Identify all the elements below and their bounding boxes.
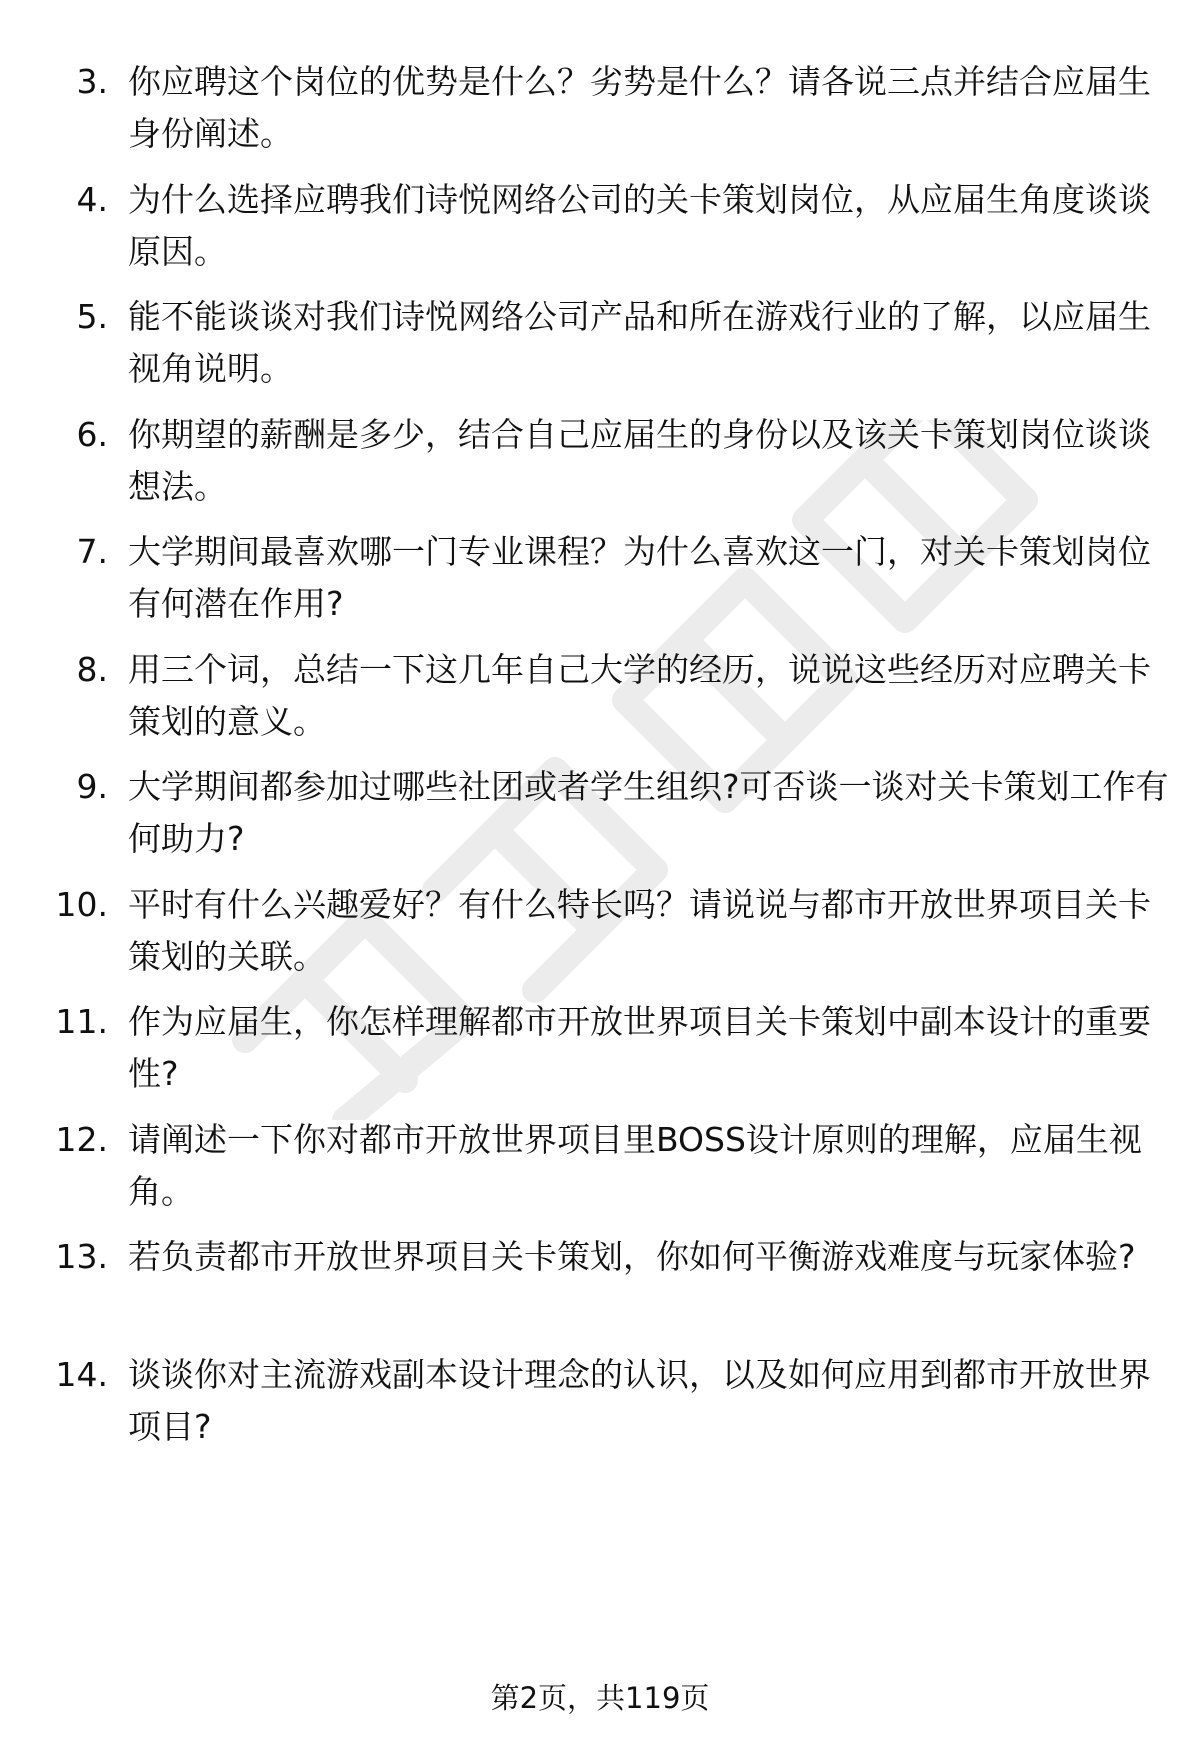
- question-text: 你应聘这个岗位的优势是什么？劣势是什么？请各说三点并结合应届生身份阐述。: [128, 62, 1151, 153]
- question-item: [0, 1114, 1200, 1224]
- question-number: 9.: [76, 767, 108, 806]
- question-text: 大学期间都参加过哪些社团或者学生组织?可否谈一谈对关卡策划工作有何助力?: [128, 767, 1169, 858]
- question-text: 请阐述一下你对都市开放世界项目里BOSS设计原则的理解，应届生视角。: [128, 1120, 1142, 1211]
- question-text: 为什么选择应聘我们诗悦网络公司的关卡策划岗位，从应届生角度谈谈原因。: [128, 180, 1151, 271]
- question-text: 你期望的薪酬是多少，结合自己应届生的身份以及该关卡策划岗位谈谈想法。: [128, 415, 1151, 506]
- question-item: [0, 291, 1200, 401]
- question-item: [0, 761, 1200, 871]
- question-text: 能不能谈谈对我们诗悦网络公司产品和所在游戏行业的了解，以应届生视角说明。: [128, 297, 1151, 388]
- question-item: [0, 1231, 1200, 1341]
- question-number: 6.: [76, 415, 108, 454]
- question-item: [0, 174, 1200, 284]
- question-item: [0, 56, 1200, 166]
- question-number: 10.: [55, 885, 108, 924]
- question-item: [0, 996, 1200, 1106]
- question-text: 用三个词，总结一下这几年自己大学的经历，说说这些经历对应聘关卡策划的意义。: [128, 650, 1151, 741]
- question-item: [0, 526, 1200, 636]
- question-item: [0, 644, 1200, 754]
- question-item: [0, 879, 1200, 989]
- question-text: 作为应届生，你怎样理解都市开放世界项目关卡策划中副本设计的重要性?: [128, 1002, 1151, 1093]
- question-number: 3.: [76, 62, 108, 101]
- question-item: [0, 409, 1200, 519]
- question-text: 大学期间最喜欢哪一门专业课程？为什么喜欢这一门，对关卡策划岗位有何潜在作用?: [128, 532, 1151, 623]
- question-number: 12.: [55, 1120, 108, 1159]
- question-number: 14.: [55, 1355, 108, 1394]
- question-number: 11.: [55, 1002, 108, 1041]
- question-text: 谈谈你对主流游戏副本设计理念的认识，以及如何应用到都市开放世界项目?: [128, 1355, 1151, 1446]
- question-number: 5.: [76, 297, 108, 336]
- question-number: 13.: [55, 1237, 108, 1276]
- question-text: 若负责都市开放世界项目关卡策划，你如何平衡游戏难度与玩家体验?: [128, 1237, 1136, 1276]
- question-item: [0, 1349, 1200, 1459]
- page-number: 第2页，共119页: [490, 1681, 710, 1715]
- question-number: 8.: [76, 650, 108, 689]
- question-number: 4.: [76, 180, 108, 219]
- question-number: 7.: [76, 532, 108, 571]
- question-text: 平时有什么兴趣爱好？有什么特长吗？请说说与都市开放世界项目关卡策划的关联。: [128, 885, 1151, 976]
